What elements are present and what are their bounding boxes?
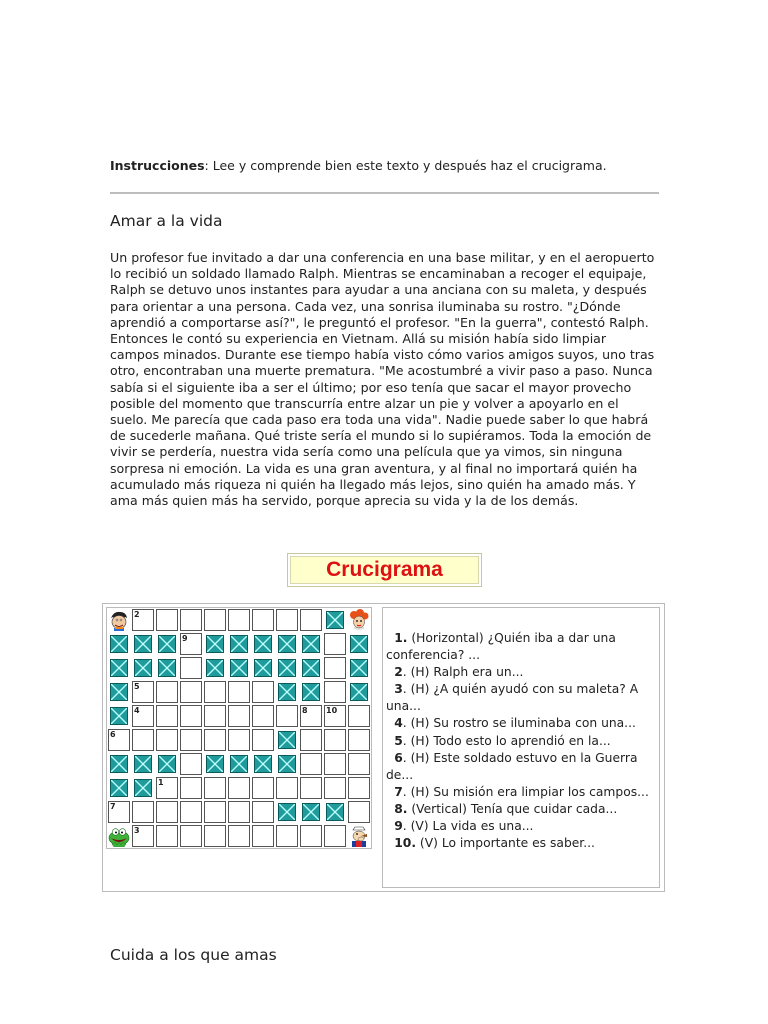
clue-number: 10. xyxy=(389,836,416,851)
grid-block-cell xyxy=(132,633,154,655)
grid-cell[interactable] xyxy=(324,633,346,655)
grid-cell[interactable] xyxy=(276,825,298,847)
grid-block-cell xyxy=(204,657,226,679)
block-icon xyxy=(110,683,128,701)
grid-cell[interactable] xyxy=(348,777,370,799)
grid-cell[interactable] xyxy=(156,609,178,631)
clue-text: (V) Lo importante es saber... xyxy=(416,836,595,851)
grid-cell[interactable] xyxy=(108,801,130,823)
grid-block-cell xyxy=(276,633,298,655)
grid-block-cell xyxy=(108,705,130,727)
clue-item xyxy=(386,664,655,681)
block-icon xyxy=(254,755,272,773)
clue-item xyxy=(386,835,655,852)
grid-block-cell xyxy=(108,657,130,679)
clue-item xyxy=(386,801,655,818)
instructions xyxy=(110,158,607,173)
clue-number: 4 xyxy=(389,716,403,731)
instructions-label: Instrucciones xyxy=(110,158,205,173)
block-icon xyxy=(110,707,128,725)
grid-cell[interactable] xyxy=(132,705,154,727)
clue-number: 9 xyxy=(389,819,403,834)
clue-text: . (V) La vida es una... xyxy=(402,819,534,834)
block-icon xyxy=(158,755,176,773)
clue-number: 8. xyxy=(389,801,408,816)
instructions-text: : Lee y comprende bien este texto y después haz el crucigrama. xyxy=(204,158,607,173)
grid-cell[interactable] xyxy=(204,825,226,847)
grid-cell[interactable] xyxy=(228,705,250,727)
cell-number: 9 xyxy=(182,634,188,643)
block-icon xyxy=(134,659,152,677)
cell-number: 7 xyxy=(110,802,116,811)
grid-block-cell xyxy=(276,681,298,703)
block-icon xyxy=(206,755,224,773)
grid-block-cell xyxy=(132,777,154,799)
grid-cell[interactable] xyxy=(180,729,202,751)
grid-cell[interactable] xyxy=(252,609,274,631)
grid-cell[interactable] xyxy=(180,633,202,655)
grid-cell[interactable] xyxy=(180,657,202,679)
clue-item xyxy=(386,681,655,715)
grid-cell[interactable] xyxy=(300,705,322,727)
grid-block-cell xyxy=(204,633,226,655)
block-icon xyxy=(350,659,368,677)
block-icon xyxy=(326,611,344,629)
grid-cell[interactable] xyxy=(252,801,274,823)
grid-cell[interactable] xyxy=(108,729,130,751)
grid-cell[interactable] xyxy=(156,729,178,751)
cell-number: 2 xyxy=(134,610,140,619)
grid-block-cell xyxy=(108,681,130,703)
block-icon xyxy=(278,755,296,773)
grid-cell[interactable] xyxy=(228,825,250,847)
grid-cell[interactable] xyxy=(132,681,154,703)
grid-block-cell xyxy=(156,753,178,775)
clue-number: 7 xyxy=(389,784,403,799)
clue-number: 2 xyxy=(389,665,403,680)
clue-item xyxy=(386,715,655,732)
block-icon xyxy=(350,683,368,701)
grid-cell[interactable] xyxy=(132,609,154,631)
grid-block-cell xyxy=(324,801,346,823)
cell-number: 4 xyxy=(134,706,140,715)
grid-cell[interactable] xyxy=(228,609,250,631)
clue-text: . (H) Su rostro se iluminaba con una... xyxy=(402,716,636,731)
block-icon xyxy=(110,659,128,677)
grid-cell[interactable] xyxy=(300,753,322,775)
story-paragraph: Un profesor fue invitado a dar una conferencia en una base militar, y en el aeropuerto lo recibió un soldado llamado Ralph. Mientras se encaminaban a recoger el equipaje, Ralph se detuvo unos instantes para ayudar a una anciana con su maleta, y después para orientar a una persona. Cada vez, una sonrisa iluminaba su rostro. "¿Dónde aprendió a comportarse así?", le preguntó el profesor. "En la guerra", contestó Ralph. Entonces le contó su experiencia en Vietnam. Allá su misión había sido limpiar campos minados. Durante ese tiempo había visto cómo varios amigos suyos, uno tras otro, encontraban una muerte prematura. "Me acostumbré a vivir paso a paso. Nunca sabía si el siguiente iba a ser el último; por eso tenía que sacar el mayor provecho posible del momento que transcurría entre alzar un pie y volver a apoyarlo en el suelo. Me parecía que cada paso era toda una vida". Nadie puede saber lo que habrá de sucederle mañana. Qué triste sería el mundo si lo supiéramos. Toda la emoción de vivir se perdería, nuestra vida sería como una película que ya vimos, sin ninguna sorpresa ni emoción. La vida es una gran aventura, y al final no importará quién ha acumulado más riqueza ni quién ha llegado más lejos, sino quién ha amado más. Y ama más quien más ha servido, porque aprecia su vida y la de los demás. xyxy=(110,250,655,509)
clue-number: 1. xyxy=(389,631,408,645)
block-icon xyxy=(278,659,296,677)
grid-block-cell xyxy=(252,657,274,679)
clue-item xyxy=(386,733,655,750)
block-icon xyxy=(278,731,296,749)
grid-cell[interactable] xyxy=(324,777,346,799)
block-icon xyxy=(110,635,128,653)
grid-cell[interactable] xyxy=(180,705,202,727)
cell-number: 5 xyxy=(134,682,140,691)
grid-cell[interactable] xyxy=(252,825,274,847)
grid-cell[interactable] xyxy=(204,777,226,799)
block-icon xyxy=(230,635,248,653)
grid-cell[interactable] xyxy=(252,681,274,703)
block-icon xyxy=(302,635,320,653)
clue-text: . (H) Todo esto lo aprendió en la... xyxy=(402,733,611,748)
block-icon xyxy=(350,635,368,653)
cell-number: 3 xyxy=(134,826,140,835)
grid-cell[interactable] xyxy=(276,777,298,799)
block-icon xyxy=(278,635,296,653)
block-icon xyxy=(110,755,128,773)
block-icon xyxy=(206,635,224,653)
grid-cell[interactable] xyxy=(204,609,226,631)
grid-block-cell xyxy=(300,657,322,679)
clue-item xyxy=(386,784,655,801)
kermit-frog-icon xyxy=(108,825,130,847)
grid-block-cell xyxy=(228,657,250,679)
cell-number: 10 xyxy=(326,706,338,715)
grid-cell[interactable] xyxy=(180,801,202,823)
clue-item xyxy=(386,750,655,784)
grid-cell[interactable] xyxy=(348,705,370,727)
grid-block-cell xyxy=(276,657,298,679)
clue-text: . (H) Su misión era limpiar los campos... xyxy=(402,784,649,799)
grid-block-cell xyxy=(276,801,298,823)
section-heading-cuida: Cuida a los que amas xyxy=(110,946,277,964)
grid-cell[interactable] xyxy=(324,825,346,847)
grid-cell[interactable] xyxy=(348,729,370,751)
cell-number: 6 xyxy=(110,730,116,739)
grid-cell[interactable] xyxy=(228,681,250,703)
grid-cell[interactable] xyxy=(324,729,346,751)
clue-text: . (H) Ralph era un... xyxy=(402,665,524,680)
grid-block-cell xyxy=(156,633,178,655)
grid-cell[interactable] xyxy=(300,729,322,751)
grid-cell[interactable] xyxy=(180,609,202,631)
grid-cell[interactable] xyxy=(180,825,202,847)
grid-cell[interactable] xyxy=(252,777,274,799)
block-icon xyxy=(158,659,176,677)
grid-cell[interactable] xyxy=(228,801,250,823)
grid-cell[interactable] xyxy=(180,777,202,799)
clue-list xyxy=(382,607,660,888)
grid-cell[interactable] xyxy=(252,705,274,727)
grid-cell[interactable] xyxy=(156,777,178,799)
block-icon xyxy=(254,659,272,677)
grid-cell[interactable] xyxy=(300,825,322,847)
grid-cell[interactable] xyxy=(276,705,298,727)
grid-block-cell xyxy=(252,753,274,775)
grid-cell[interactable] xyxy=(156,825,178,847)
grid-block-cell xyxy=(300,633,322,655)
grid-block-cell xyxy=(132,657,154,679)
block-icon xyxy=(110,779,128,797)
grid-cell[interactable] xyxy=(228,729,250,751)
grid-block-cell xyxy=(252,633,274,655)
grid-block-cell xyxy=(228,633,250,655)
clue-number: 5 xyxy=(389,733,403,748)
block-icon xyxy=(134,755,152,773)
clue-text: . (H) ¿A quién ayudó con su maleta? A una... xyxy=(386,682,639,714)
crossword-grid xyxy=(106,607,372,849)
grid-cell[interactable] xyxy=(228,777,250,799)
clue-text: (Vertical) Tenía que cuidar cada... xyxy=(407,801,618,816)
grid-block-cell xyxy=(108,753,130,775)
grid-cell[interactable] xyxy=(156,705,178,727)
grid-cell[interactable] xyxy=(132,729,154,751)
block-icon xyxy=(326,803,344,821)
grid-block-cell xyxy=(108,633,130,655)
grid-block-cell xyxy=(300,801,322,823)
grid-block-cell xyxy=(108,777,130,799)
clue-text: (Horizontal) ¿Quién iba a dar una conferencia? ... xyxy=(386,631,616,663)
grid-block-cell xyxy=(348,657,370,679)
popeye-icon xyxy=(348,825,370,847)
grid-cell[interactable] xyxy=(348,753,370,775)
grid-block-cell xyxy=(204,753,226,775)
grid-cell[interactable] xyxy=(252,729,274,751)
cell-number: 8 xyxy=(302,706,308,715)
clue-text: . (H) Este soldado estuvo en la Guerra de... xyxy=(386,750,638,782)
grid-cell[interactable] xyxy=(204,801,226,823)
grid-cell[interactable] xyxy=(324,681,346,703)
block-icon xyxy=(134,779,152,797)
grid-cell[interactable] xyxy=(204,705,226,727)
grid-cell[interactable] xyxy=(348,801,370,823)
block-icon xyxy=(206,659,224,677)
block-icon xyxy=(302,683,320,701)
grid-cell[interactable] xyxy=(324,705,346,727)
grid-cell[interactable] xyxy=(180,681,202,703)
grid-block-cell xyxy=(276,753,298,775)
block-icon xyxy=(278,803,296,821)
grid-block-cell xyxy=(156,657,178,679)
crossword-panel xyxy=(102,603,665,892)
cell-number: 1 xyxy=(158,778,164,787)
grid-block-cell xyxy=(324,609,346,631)
grid-cell[interactable] xyxy=(300,777,322,799)
grid-cell[interactable] xyxy=(180,753,202,775)
block-icon xyxy=(134,635,152,653)
grid-block-cell xyxy=(348,633,370,655)
wilma-flintstone-icon xyxy=(348,609,370,631)
grid-block-cell xyxy=(276,729,298,751)
grid-block-cell xyxy=(300,681,322,703)
crossword-title-box xyxy=(287,553,482,587)
clue-number: 3 xyxy=(389,682,403,697)
block-icon xyxy=(302,659,320,677)
grid-cell[interactable] xyxy=(156,801,178,823)
section-heading-amar: Amar a la vida xyxy=(110,212,223,230)
crossword-title: Crucigrama xyxy=(326,558,443,581)
grid-cell[interactable] xyxy=(132,825,154,847)
block-icon xyxy=(158,635,176,653)
block-icon xyxy=(278,683,296,701)
grid-cell[interactable] xyxy=(300,609,322,631)
clue-number: 6 xyxy=(389,750,403,765)
block-icon xyxy=(230,659,248,677)
grid-cell[interactable] xyxy=(324,657,346,679)
grid-block-cell xyxy=(348,681,370,703)
grid-block-cell xyxy=(132,753,154,775)
block-icon xyxy=(230,755,248,773)
block-icon xyxy=(254,635,272,653)
grid-block-cell xyxy=(228,753,250,775)
grid-cell[interactable] xyxy=(204,729,226,751)
clue-item xyxy=(386,818,655,835)
grid-cell[interactable] xyxy=(204,681,226,703)
grid-cell[interactable] xyxy=(132,801,154,823)
grid-cell[interactable] xyxy=(156,681,178,703)
grid-cell[interactable] xyxy=(276,609,298,631)
grid-cell[interactable] xyxy=(324,753,346,775)
clue-item xyxy=(386,630,655,664)
divider xyxy=(110,192,659,194)
fred-flintstone-icon xyxy=(108,609,130,631)
block-icon xyxy=(302,803,320,821)
